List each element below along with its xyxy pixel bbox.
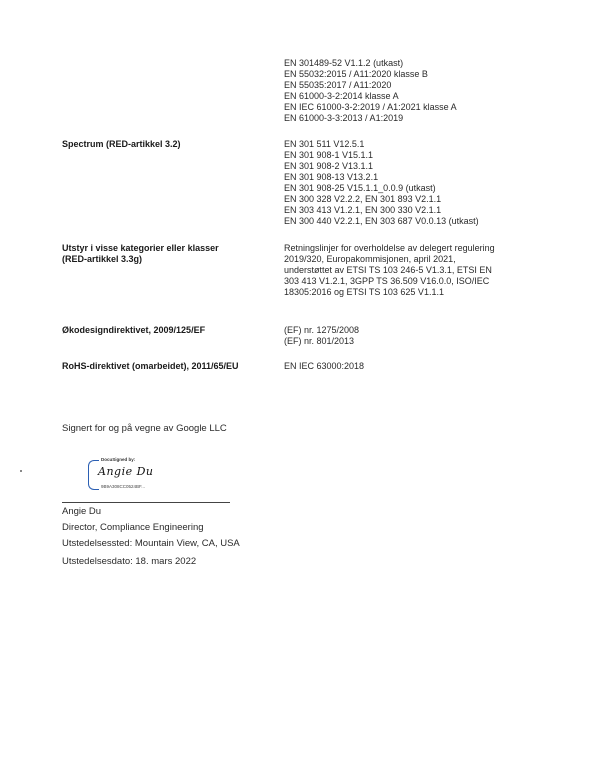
standards-label-line: (RED-artikkel 3.3g) [62,254,143,264]
standard-line: EN 61000-3-2:2014 klasse A [284,91,399,101]
standards-values [284,325,564,347]
standard-line: EN IEC 63000:2018 [284,361,365,371]
standard-line: understøttet av ETSI TS 103 246-5 V1.3.1, ETSI EN [284,265,492,275]
standard-line: EN 301 908-2 V13.1.1 [284,161,374,171]
signer-name: Angie Du [62,506,102,517]
standard-line: EN 301 908-13 V13.2.1 [284,172,379,182]
standards-values [284,139,564,227]
standards-label: Spectrum (RED-artikkel 3.2) [62,139,181,149]
issue-date: Utstedelsesdato: 18. mars 2022 [62,556,197,567]
standard-line: EN 61000-3-3:2013 / A1:2019 [284,113,404,123]
standard-line: EN 303 413 V1.2.1, EN 300 330 V2.1.1 [284,205,442,215]
standard-line: EN IEC 61000-3-2:2019 / A1:2021 klasse A [284,102,457,112]
standard-line: EN 300 328 V2.2.2, EN 301 893 V2.1.1 [284,194,442,204]
handwritten-signature: Angie Du [98,465,154,478]
standard-line: (EF) nr. 1275/2008 [284,325,360,335]
standards-label: RoHS-direktivet (omarbeidet), 2011/65/EU [62,361,239,371]
standard-line: EN 301 511 V12.5.1 [284,139,365,149]
signer-title: Director, Compliance Engineering [62,522,204,533]
standards-label-line: Utstyr i visse kategorier eller klasser [62,243,219,253]
standards-values [284,361,564,372]
signature-line [62,502,230,503]
standard-line: EN 300 440 V2.2.1, EN 303 687 V0.0.13 (utkast) [284,216,479,226]
stray-mark [20,470,22,472]
standard-line: 18305:2016 og ETSI TS 103 625 V1.1.1 [284,287,444,297]
standard-line: EN 301 908-1 V15.1.1 [284,150,374,160]
standard-line: EN 55032:2015 / A11:2020 klasse B [284,69,428,79]
issue-place: Utstedelsessted: Mountain View, CA, USA [62,538,240,549]
signed-on-behalf-text: Signert for og på vegne av Google LLC [62,423,227,434]
standards-label: Økodesigndirektivet, 2009/125/EF [62,325,206,335]
standards-label [62,243,277,265]
standard-line: EN 301 908-25 V15.1.1_0.0.9 (utkast) [284,183,436,193]
standard-line: EN 301489-52 V1.1.2 (utkast) [284,58,404,68]
standard-line: 303 413 V1.2.1, 3GPP TS 36.509 V16.0.0, ISO/IEC [284,276,490,286]
standard-line: (EF) nr. 801/2013 [284,336,355,346]
standard-line: EN 55035:2017 / A11:2020 [284,80,392,90]
standards-values [284,58,564,124]
standards-values [284,243,564,298]
docusign-header: DocuSigned by: [101,457,136,462]
standard-line: Retningslinjer for overholdelse av delegert regulering [284,243,495,253]
docusign-id: 9B9A308CC0524BF... [101,484,146,489]
docusign-signature-block [88,457,178,493]
standard-line: 2019/320, Europakommisjonen, april 2021, [284,254,456,264]
